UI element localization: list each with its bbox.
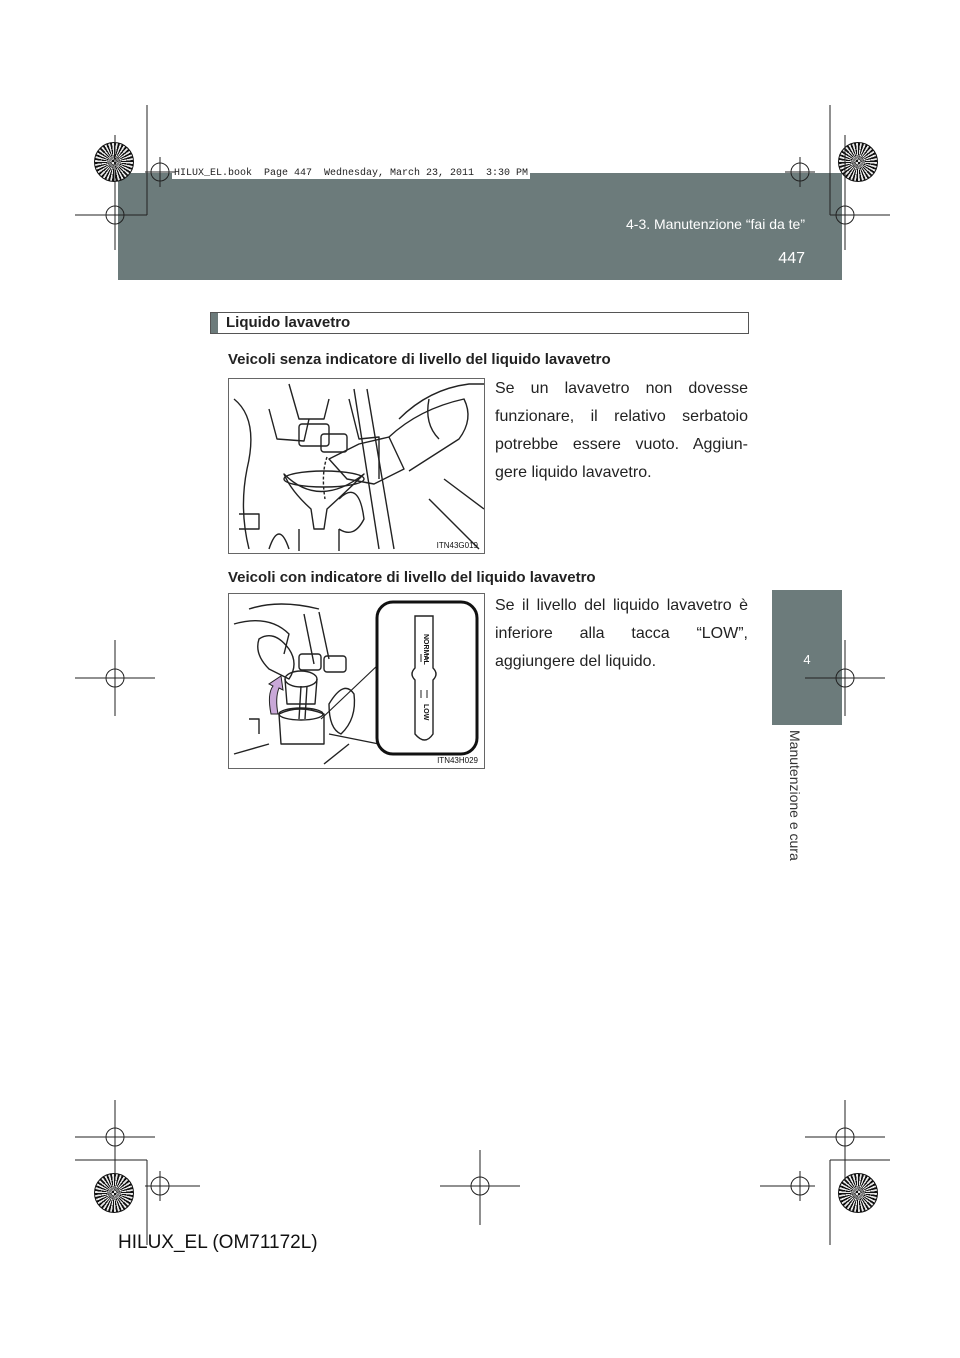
book-stamp: HILUX_EL.book Page 447 Wednesday, March 23, 2011 3:30 PM bbox=[174, 168, 529, 179]
chapter-number: 4 bbox=[803, 652, 811, 667]
page-number: 447 bbox=[778, 250, 805, 267]
body-text-without-indicator: Se un lavavetro non dovesse funzionare, il relativo serbatoio potrebbe essere vuoto. Aggiun-gere liquido lavavetro. bbox=[495, 380, 748, 481]
section-heading-title: Liquido lavavetro bbox=[226, 314, 351, 331]
figure-code-2: ITN43H029 bbox=[437, 756, 478, 765]
footer-model: HILUX_EL (OM71172L) bbox=[118, 1232, 318, 1253]
subheading-with-indicator: Veicoli con indicatore di livello del liquido lavavetro bbox=[228, 569, 596, 586]
dipstick-normal-label: NORMAL bbox=[422, 634, 429, 665]
dipstick-low-label: LOW bbox=[422, 704, 429, 721]
chapter-label-text: Manutenzione e cura bbox=[787, 730, 803, 861]
figure-code-1: ITN43G019 bbox=[436, 541, 478, 550]
body-text-with-indicator: Se il livello del liquido lavavetro è inferiore alla tacca “LOW”, aggiungere del liquido. bbox=[495, 597, 748, 670]
subheading-without-indicator: Veicoli senza indicatore di livello del liquido lavavetro bbox=[228, 351, 611, 368]
header-section-title: 4-3. Manutenzione “fai da te” bbox=[626, 216, 805, 232]
